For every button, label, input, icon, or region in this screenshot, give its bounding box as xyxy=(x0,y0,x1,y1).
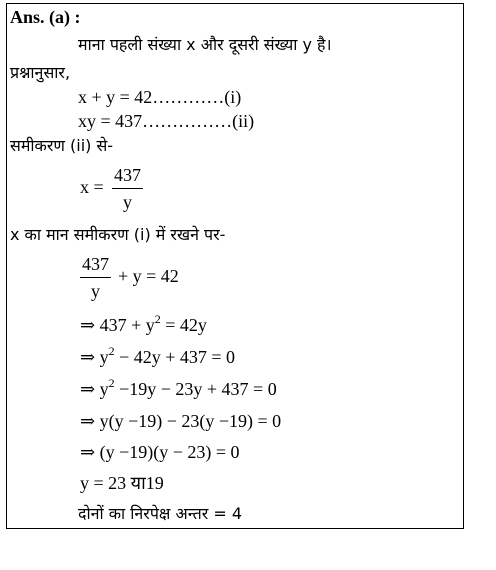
substituted-denominator: y xyxy=(91,281,100,301)
equation-2: xy = 437……………(ii) xyxy=(78,111,255,131)
substitution-label: x का मान समीकरण (i) में रखने पर- xyxy=(10,225,226,244)
step-4: ⇒ y(y −19) − 23(y −19) = 0 xyxy=(80,411,282,431)
step-3-exponent: 2 xyxy=(108,376,115,390)
substituted-equation-rest: + y = 42 xyxy=(118,266,179,286)
x-fraction xyxy=(112,164,143,213)
step-1-rest: = 42y xyxy=(160,315,207,335)
step-2-rest: − 42y + 437 = 0 xyxy=(114,347,236,367)
step-3-rest: −19y − 23y + 437 = 0 xyxy=(114,379,277,399)
step-2-exponent: 2 xyxy=(108,344,115,358)
step-2-text: ⇒ y xyxy=(80,347,109,367)
substituted-fraction xyxy=(80,253,111,302)
step-3 xyxy=(80,378,277,400)
x-fraction-denominator: y xyxy=(123,192,132,212)
substituted-numerator: 437 xyxy=(82,254,109,274)
step-3-text: ⇒ y xyxy=(80,379,109,399)
step-1-text: ⇒ 437 + y xyxy=(80,315,155,335)
final-result: दोनों का निरपेक्ष अन्तर = 4 xyxy=(78,504,243,523)
as-per-question-label: प्रश्नानुसार, xyxy=(10,63,71,82)
from-equation-2-label: समीकरण (ii) से- xyxy=(10,136,114,155)
step-1-exponent: 2 xyxy=(154,312,161,326)
answer-label: Ans. (a) : xyxy=(10,7,81,27)
equation-1: x + y = 42…………(i) xyxy=(78,87,242,107)
x-expression-lhs: x = xyxy=(80,177,104,197)
step-6: y = 23 या19 xyxy=(80,473,164,493)
x-fraction-numerator: 437 xyxy=(114,165,141,185)
step-2 xyxy=(80,346,235,368)
fraction-bar xyxy=(80,277,111,278)
step-1 xyxy=(80,314,207,336)
step-5: ⇒ (y −19)(y − 23) = 0 xyxy=(80,442,240,462)
fraction-bar xyxy=(112,188,143,189)
intro-statement: माना पहली संख्या x और दूसरी संख्या y है। xyxy=(78,35,332,54)
